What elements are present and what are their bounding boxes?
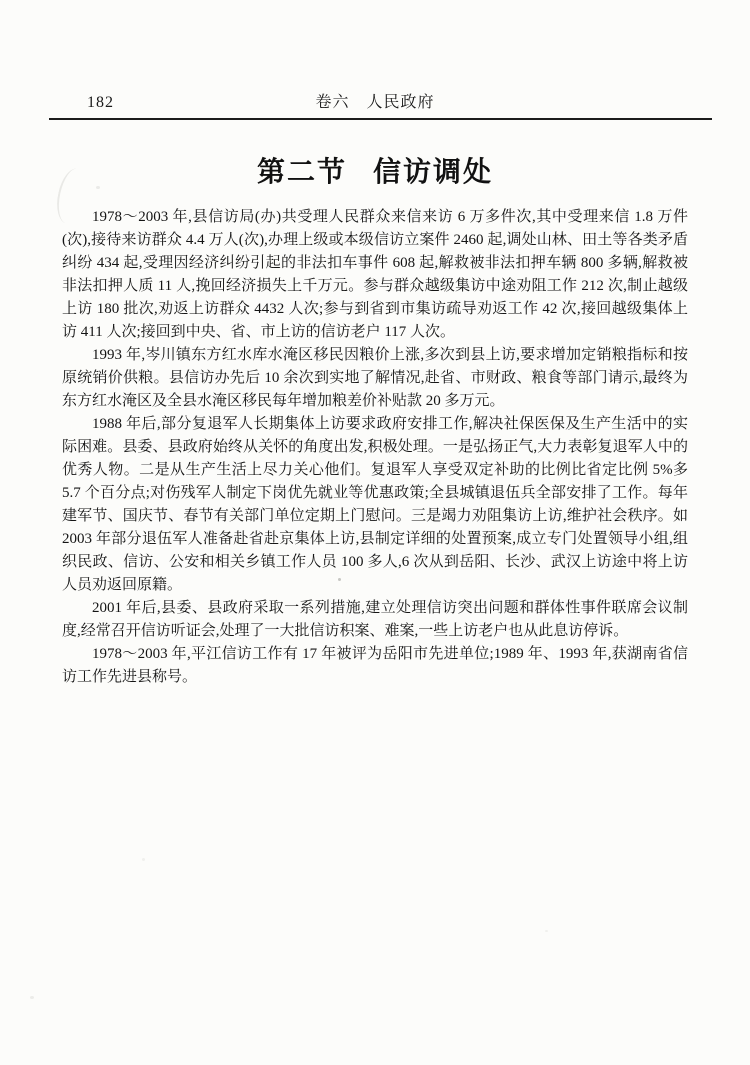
paragraph: 2001 年后,县委、县政府采取一系列措施,建立处理信访突出问题和群体性事件联席会议制度,经常召开信访听证会,处理了一大批信访积案、难案,一些上访老户也从此息访停诉。 (62, 600, 688, 639)
paragraph: 1978～2003 年,平江信访工作有 17 年被评为岳阳市先进单位;1989 年、1993 年,获湖南省信访工作先进县称号。 (62, 646, 688, 685)
scan-speck (545, 930, 548, 932)
section-name: 信访调处 (373, 156, 494, 187)
paragraph: 1978～2003 年,县信访局(办)共受理人民群众来信来访 6 万多件次,其中受理来信 1.8 万件(次),接待来访群众 4.4 万人(次),办理上级或本级信访立案件 2460 起,调处山林、田土等各类矛盾纠纷 434 起,受理因经济纠纷引起的非法扣车事件 608 起,解救被非法扣押车辆 800 多辆,解救被非法扣押人质 11 人,挽回经济损失上千万元。参与群众越级集访中途劝阻工作 212 次,制止越级上访 180 批次,劝返上访群众 4432 人次;参与到省到市集访疏导劝返工作 42 次,接回越级集体上访 411 人次;接回到中央、省、市上访的信访老户 117 人次。 (62, 209, 688, 340)
paragraph: 1988 年后,部分复退军人长期集体上访要求政府安排工作,解决社保医保及生产生活中的实际困难。县委、县政府始终从关怀的角度出发,积极处理。一是弘扬正气,大力表彰复退军人中的优秀人物。二是从生产生活上尽力关心他们。复退军人享受双定补助的比例比省定比例 5%多 5.7 个百分点;对伤残军人制定下岗优先就业等优惠政策;全县城镇退伍兵全部安排了工作。每年建军节、国庆节、春节有关部门单位定期上门慰问。三是竭力劝阻集访上访,维护社会秩序。如 2003 年部分退伍军人准备赴省赴京集体上访,县制定详细的处置预案,成立专门处置领导小组,组织民政、信访、公安和相关乡镇工作人员 100 多人,6 次从到岳阳、长沙、武汉上访途中将上访人员劝返回原籍。 (62, 416, 688, 593)
body-text (62, 206, 688, 689)
running-header-title: 卷六 人民政府 (315, 94, 435, 111)
scan-speck (96, 186, 100, 189)
page-number: 182 (87, 94, 114, 111)
scan-speck (142, 858, 145, 861)
scan-speck (478, 424, 481, 427)
section-number: 第二节 (256, 156, 347, 187)
scan-speck (338, 578, 341, 581)
header-rule (49, 118, 712, 120)
running-header (0, 93, 750, 115)
section-title (0, 156, 750, 188)
scan-speck (30, 996, 34, 999)
paragraph: 1993 年,岑川镇东方红水库水淹区移民因粮价上涨,多次到县上访,要求增加定销粮指标和按原统销价供粮。县信访办先后 10 余次到实地了解情况,赴省、市财政、粮食等部门请示,最终为东方红水淹区及全县水淹区移民每年增加粮差价补贴款 20 多万元。 (62, 347, 688, 409)
